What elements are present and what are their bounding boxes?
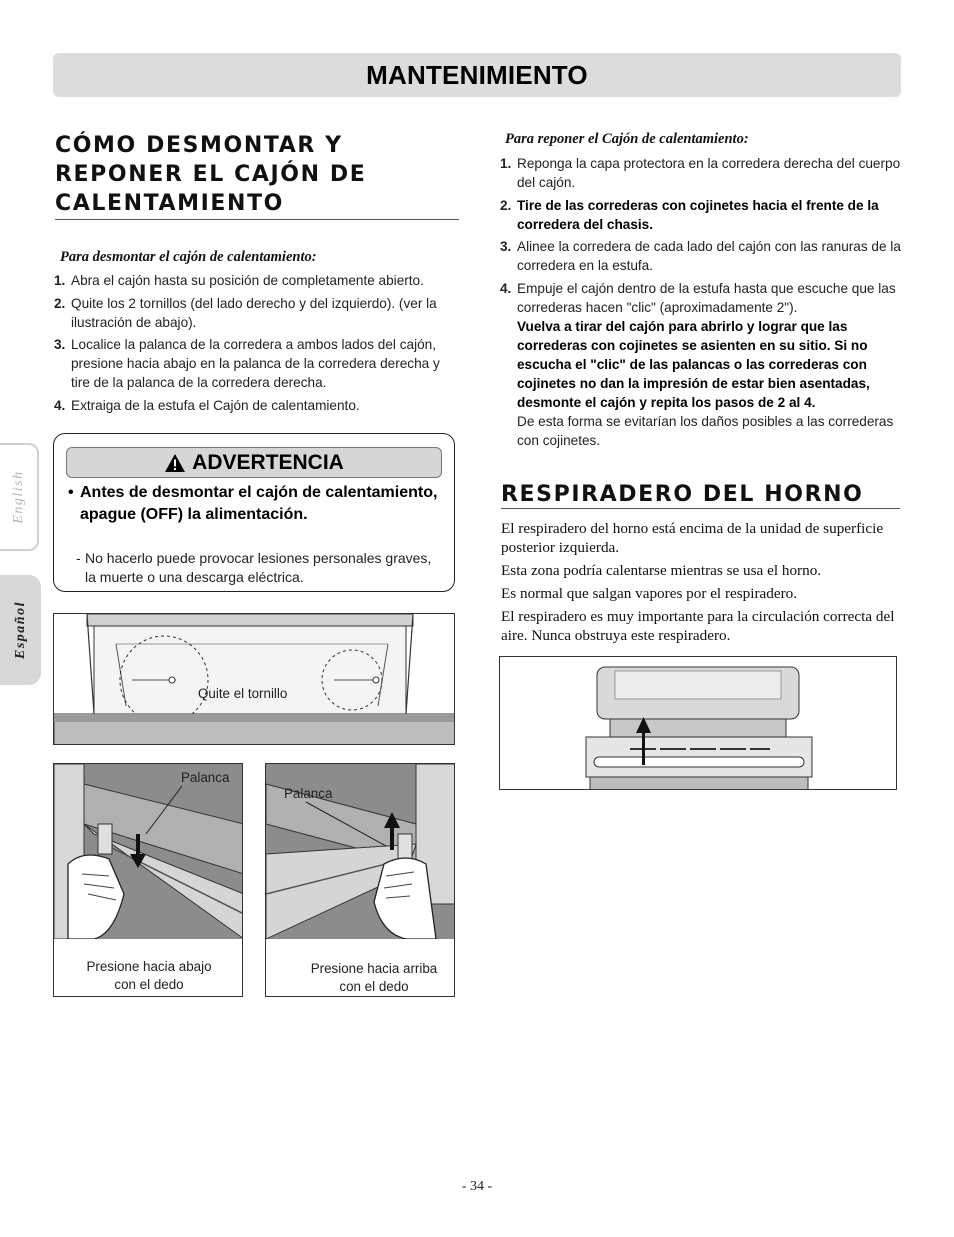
header-bar <box>53 53 901 97</box>
vent-paragraph: El respiradero del horno está encima de la unidad de superficie posterior izquierda. <box>501 520 884 556</box>
list-item: 1. Abra el cajón hasta su posición de completamente abierto. <box>54 273 424 288</box>
drawer-screws-illustration <box>54 614 455 745</box>
caption-press-up: Presione hacia arriba con el dedo <box>310 961 438 994</box>
warning-main-text: • Antes de desmontar el cajón de calentamiento, apague (OFF) la alimentación. <box>68 484 438 523</box>
lever-label-right: Palanca <box>284 786 333 801</box>
vent-paragraph: Esta zona podría calentarse mientras se usa el horno. <box>501 562 822 579</box>
page-title: MANTENIMIENTO <box>366 60 588 90</box>
page-number: - 34 - <box>461 1179 493 1194</box>
subheading-remove: Para desmontar el cajón de calentamiento: <box>60 249 317 265</box>
section-title-line: REPONER EL CAJÓN DE <box>55 162 367 187</box>
list-item: 3. Localice la palanca de la corredera a ambos lados del cajón, presione hacia abajo en la palanca de la corredera derecha y tire de la palanca de la corredera derecha. <box>54 337 440 390</box>
caption-press-down: Presione hacia abajo con el dedo <box>86 959 212 992</box>
screw-label: Quite el tornillo <box>198 686 288 701</box>
figure-oven-vent <box>499 656 897 790</box>
tab-english-label: English <box>10 470 26 524</box>
warning-triangle-icon <box>164 453 186 473</box>
tab-espanol-label: Español <box>12 601 28 659</box>
section-title-line: CALENTAMIENTO <box>55 191 284 216</box>
figure-remove-screws <box>53 613 455 745</box>
list-item: 4. Empuje el cajón dentro de la estufa hasta que escuche que las correderas hacen "clic" (aproximadamente 2"). Vuelva a tirar del cajón para abrirlo y lograr que las correderas con cojinetes se asienten en su sitio. Si no escucha el "clic" de las palancas o las correderas con cojinetes no dan la impresión de estar bien asentadas, desmonte el cajón y repita los pasos de 2 al 4. De esta forma se evitarían los daños posibles a las correderas con cojinetes. <box>500 280 896 448</box>
section-title-line: CÓMO DESMONTAR Y <box>55 133 343 158</box>
lever-label-left: Palanca <box>181 770 230 785</box>
subheading-replace: Para reponer el Cajón de calentamiento: <box>505 131 749 147</box>
vent-paragraph: El respiradero es muy importante para la circulación correcta del aire. Nunca obstruya este respiradero. <box>501 608 895 644</box>
warning-sub-text: - No hacerlo puede provocar lesiones personales graves, la muerte o una descarga eléctrica. <box>76 550 432 585</box>
list-item: 3. Alinee la corredera de cada lado del cajón con las ranuras de la corredera en la estufa. <box>500 239 901 273</box>
tab-espanol[interactable] <box>0 575 41 685</box>
section-title-vent: RESPIRADERO DEL HORNO <box>501 482 864 507</box>
list-item: 2. Tire de las correderas con cojinetes hacia el frente de la corredera del chasis. <box>500 197 879 232</box>
vent-paragraph: Es normal que salgan vapores por el respiradero. <box>501 585 798 602</box>
figure-lever-right <box>265 763 455 997</box>
replace-steps-list <box>500 154 904 453</box>
section-divider <box>501 508 900 509</box>
list-item: 2. Quite los 2 tornillos (del lado derecho y del izquierdo). (ver la ilustración de abajo). <box>54 295 437 330</box>
figure-lever-left <box>53 763 243 997</box>
warning-header <box>66 447 442 478</box>
warning-title: ADVERTENCIA <box>192 450 344 474</box>
remove-steps-list <box>54 271 460 418</box>
section-title-drawer <box>55 131 460 218</box>
tab-english[interactable] <box>0 443 39 551</box>
warning-box <box>53 433 455 592</box>
list-item: 1. Reponga la capa protectora en la corredera derecha del cuerpo del cajón. <box>500 156 901 190</box>
list-item: 4. Extraiga de la estufa el Cajón de calentamiento. <box>54 397 360 413</box>
oven-vent-illustration <box>500 657 897 790</box>
section-divider <box>55 219 459 220</box>
